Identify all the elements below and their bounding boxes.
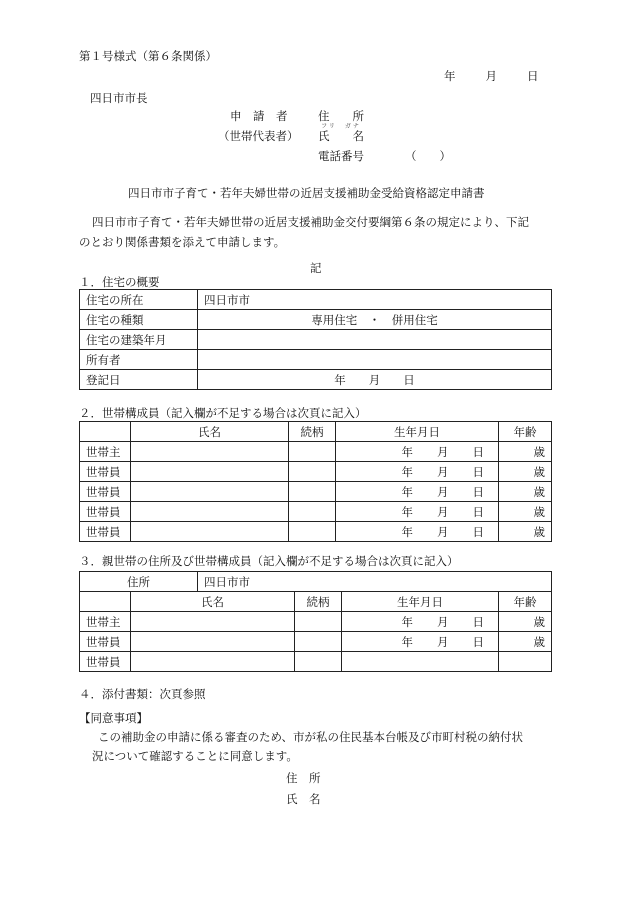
- parent-address-label: 住所: [80, 572, 198, 592]
- member-relation-cell[interactable]: [289, 522, 336, 542]
- section1-heading: １．住宅の概要: [79, 275, 160, 289]
- member-age-cell[interactable]: 歳: [499, 462, 552, 482]
- header-role: [80, 422, 131, 442]
- date-year: 年: [444, 69, 456, 83]
- owner-label: 所有者: [80, 350, 198, 370]
- member-role: 世帯員: [80, 522, 131, 542]
- header-birthdate: 生年月日: [342, 592, 499, 612]
- parent-member-relation-cell[interactable]: [295, 652, 342, 672]
- housing-table: [79, 289, 552, 390]
- applicant-address-label: 住 所: [318, 109, 364, 123]
- member-relation-cell[interactable]: [289, 502, 336, 522]
- table-row: [80, 290, 552, 310]
- consent-address-label: 住 所: [286, 771, 321, 785]
- table-row: [80, 632, 552, 652]
- member-birthdate-cell[interactable]: 年 月 日: [336, 442, 499, 462]
- table-row: [80, 462, 552, 482]
- parent-member-relation-cell[interactable]: [295, 612, 342, 632]
- member-age-cell[interactable]: 歳: [499, 522, 552, 542]
- parent-member-relation-cell[interactable]: [295, 632, 342, 652]
- parent-member-role: 世帯主: [80, 612, 131, 632]
- parent-household-table: [79, 571, 552, 672]
- section3-heading: ３．親世帯の住所及び世帯構成員（記入欄が不足する場合は次頁に記入）: [79, 554, 459, 568]
- member-name-cell[interactable]: [131, 442, 289, 462]
- header-relation: 続柄: [289, 422, 336, 442]
- housing-location-label: 住宅の所在: [80, 290, 198, 310]
- header-birthdate: 生年月日: [336, 422, 499, 442]
- table-header-row: [80, 592, 552, 612]
- member-name-cell[interactable]: [131, 522, 289, 542]
- household-rep-label: （世帯代表者）: [218, 129, 299, 143]
- consent-line-2: 況について確認することに同意します。: [92, 749, 298, 763]
- parent-address-value[interactable]: 四日市市: [198, 572, 552, 592]
- parent-member-age-cell[interactable]: 歳: [499, 612, 552, 632]
- consent-name-label: 氏 名: [286, 792, 321, 806]
- date-month: 月: [485, 69, 497, 83]
- parent-member-name-cell[interactable]: [131, 632, 295, 652]
- applicant-label: 申 請 者: [230, 109, 288, 123]
- parent-member-name-cell[interactable]: [131, 612, 295, 632]
- housing-type-value[interactable]: 専用住宅 ・ 併用住宅: [198, 310, 552, 330]
- table-row: [80, 482, 552, 502]
- section4-attachments: ４．添付書類：次頁参照: [79, 687, 206, 701]
- parent-member-role: 世帯員: [80, 652, 131, 672]
- table-row: [80, 442, 552, 462]
- applicant-name-label: フリ ガナ 氏 名: [318, 123, 364, 143]
- parent-member-birthdate-cell[interactable]: 年 月 日: [342, 612, 499, 632]
- table-row: [80, 370, 552, 390]
- section2-heading: ２．世帯構成員（記入欄が不足する場合は次頁に記入）: [79, 406, 367, 420]
- member-birthdate-cell[interactable]: 年 月 日: [336, 482, 499, 502]
- parent-member-name-cell[interactable]: [131, 652, 295, 672]
- member-relation-cell[interactable]: [289, 482, 336, 502]
- header-name: 氏名: [131, 422, 289, 442]
- member-name-cell[interactable]: [131, 482, 289, 502]
- member-relation-cell[interactable]: [289, 462, 336, 482]
- member-relation-cell[interactable]: [289, 442, 336, 462]
- member-name-cell[interactable]: [131, 502, 289, 522]
- table-header-row: [80, 422, 552, 442]
- header-age: 年齢: [499, 422, 552, 442]
- housing-built-label: 住宅の建築年月: [80, 330, 198, 350]
- consent-line-1: この補助金の申請に係る審査のため、市が私の住民基本台帳及び市町村税の納付状: [98, 730, 524, 744]
- consent-heading: 【同意事項】: [79, 711, 148, 725]
- member-age-cell[interactable]: 歳: [499, 482, 552, 502]
- furigana: フリ ガナ: [321, 123, 361, 130]
- housing-built-value[interactable]: [198, 330, 552, 350]
- header-age: 年齢: [499, 592, 552, 612]
- parent-member-birthdate-cell[interactable]: [342, 652, 499, 672]
- member-birthdate-cell[interactable]: 年 月 日: [336, 462, 499, 482]
- member-name-cell[interactable]: [131, 462, 289, 482]
- member-role: 世帯員: [80, 462, 131, 482]
- form-number: 第１号様式（第６条関係）: [79, 49, 217, 63]
- form-title: 四日市市子育て・若年夫婦世帯の近居支援補助金受給資格認定申請書: [128, 186, 485, 200]
- table-row: [80, 350, 552, 370]
- parent-member-birthdate-cell[interactable]: 年 月 日: [342, 632, 499, 652]
- table-row: [80, 330, 552, 350]
- parent-member-role: 世帯員: [80, 632, 131, 652]
- table-row: [80, 522, 552, 542]
- header-role: [80, 592, 131, 612]
- phone-label: 電話番号: [318, 149, 364, 163]
- ki-mark: 記: [310, 261, 322, 275]
- table-row: [80, 310, 552, 330]
- member-birthdate-cell[interactable]: 年 月 日: [336, 522, 499, 542]
- member-role: 世帯員: [80, 482, 131, 502]
- phone-parens: （ ）: [405, 149, 451, 163]
- housing-type-label: 住宅の種類: [80, 310, 198, 330]
- member-age-cell[interactable]: 歳: [499, 442, 552, 462]
- table-row: [80, 572, 552, 592]
- table-row: [80, 652, 552, 672]
- header-name: 氏名: [131, 592, 295, 612]
- household-members-table: [79, 421, 552, 542]
- table-row: [80, 502, 552, 522]
- housing-location-value[interactable]: 四日市市: [198, 290, 552, 310]
- parent-member-age-cell[interactable]: [499, 652, 552, 672]
- member-role: 世帯員: [80, 502, 131, 522]
- intro-line-1: 四日市市子育て・若年夫婦世帯の近居支援補助金交付要綱第６条の規定により、下記: [92, 215, 529, 229]
- header-relation: 続柄: [295, 592, 342, 612]
- addressee: 四日市市長: [90, 91, 148, 105]
- registration-date-value[interactable]: 年 月 日: [198, 370, 552, 390]
- member-birthdate-cell[interactable]: 年 月 日: [336, 502, 499, 522]
- member-role: 世帯主: [80, 442, 131, 462]
- member-age-cell[interactable]: 歳: [499, 502, 552, 522]
- date-line: [444, 70, 539, 84]
- date-day: 日: [527, 69, 539, 83]
- owner-value[interactable]: [198, 350, 552, 370]
- intro-line-2: のとおり関係書類を添えて申請します。: [79, 235, 286, 249]
- table-row: [80, 612, 552, 632]
- registration-date-label: 登記日: [80, 370, 198, 390]
- parent-member-age-cell[interactable]: 歳: [499, 632, 552, 652]
